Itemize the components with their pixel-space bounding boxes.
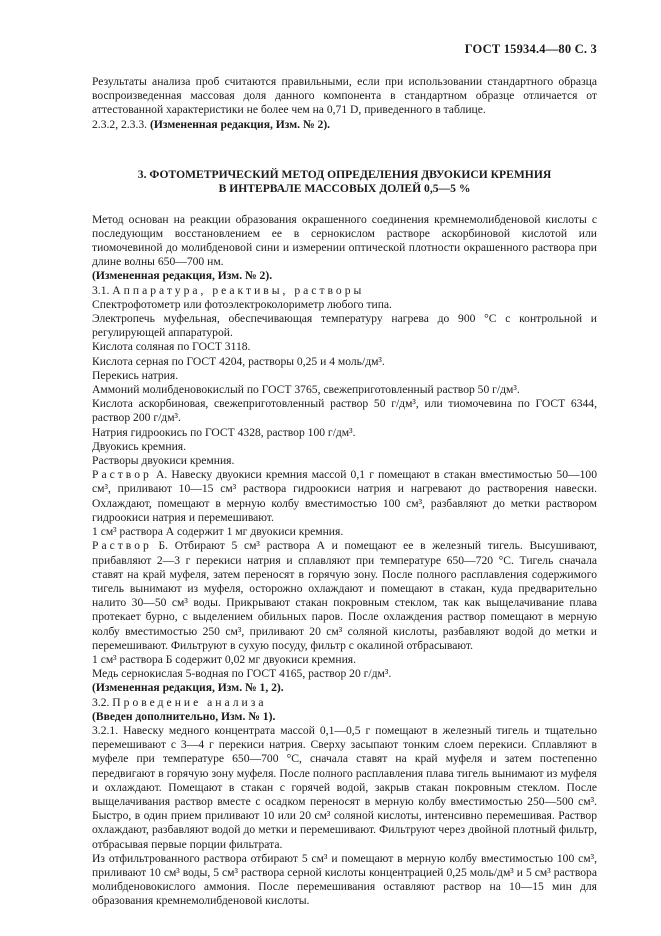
solution-a-concentration: 1 см³ раствора А содержит 1 мг двуокиси кремния. (92, 525, 344, 539)
list-item: Кислота соляная по ГОСТ 3118. (92, 340, 251, 354)
copper-sulfate-item: Медь сернокислая 5-водная по ГОСТ 4165, раствор 20 г/дм³. (92, 667, 392, 681)
solution-b-paragraph (92, 539, 597, 653)
list-item: Спектрофотометр или фотоэлектроколориметр любого типа. (92, 297, 392, 311)
section-title (92, 168, 597, 197)
clause-heading: Аппаратура, реактивы, растворы (112, 283, 365, 297)
section-title-line2: В ИНТЕРВАЛЕ МАССОВЫХ ДОЛЕЙ 0,5—5 % (218, 182, 471, 196)
final-paragraph: Из отфильтрованного раствора отбирают 5 см³ и помещают в мерную колбу вместимостью 100 см³, приливают 10 см³ воды, 5 см³ раствора серной кислоты концентрацией 0,25 моль/дм³ и 5 см³ раствора молибденовокислого аммония. После перемешивания оставляют раствор на 10—15 мин для образования кремнемолибденовой кислоты. (92, 851, 597, 908)
clause-number: 3.2. (92, 695, 110, 709)
list-item: Аммоний молибденовокислый по ГОСТ 3765, свежеприготовленный раствор 50 г/дм³. (92, 383, 520, 397)
solution-b-text: Б. Отбирают 5 см³ раствора А и помещают ее в железный тигель. Высушивают, прибавляют 2—3 г перекиси натрия и сплавляют при температуре 650—720 °С. Тигель сначала ставят на край муфеля, затем переносят в горячую зону. После полного расплавления содержимого тигель вынимают из муфеля, осторожно охлаждают и помещают в стакан, куда предварительно налито 30—50 см³ воды. Прикрывают стакан покровным стеклом, так как выщелачивание плава протекает бурно, с выделением обильных паров. После охлаждения раствор помещают в мерную колбу вместимостью 250 см³, приливают 20 см³ соляной кислоты, разбавляют водой до метки и перемешивают. Фильтруют в сухую посуду, фильтр с окалиной отбрасывают. (92, 539, 597, 652)
amendment-note: (Измененная редакция, Изм. № 2). (149, 117, 331, 131)
amendment-note: (Введен дополнительно, Изм. № 1). (92, 709, 276, 723)
clause-ref-line (92, 118, 597, 132)
list-item: Растворы двуокиси кремния. (92, 454, 235, 468)
list-item: Натрия гидроокись по ГОСТ 4328, раствор 100 г/дм³. (92, 425, 356, 439)
list-item: Двуокись кремния. (92, 439, 187, 453)
solution-b-concentration: 1 см³ раствора Б содержит 0,02 мг двуокиси кремния. (92, 652, 357, 666)
list-item: Кислота серная по ГОСТ 4204, растворы 0,25 и 4 моль/дм³. (92, 354, 385, 368)
solution-a-paragraph (92, 468, 597, 525)
page-header: ГОСТ 15934.4—80 С. 3 (464, 42, 597, 56)
solution-a-text: А. Навеску двуокиси кремния массой 0,1 г помещают в стакан вместимостью 50—100 см³, приливают 10—15 см³ раствора гидроокиси натрия и нагревают до растворения навески. Охлаждают, помещают в мерную колбу вместимостью 100 см³, разбавляют до метки раствором гидроокиси натрия и перемешивают. (92, 468, 597, 524)
clause-ref: 2.3.2, 2.3.3. (92, 117, 148, 131)
amendment-note: (Измененная редакция, Изм. № 1, 2). (92, 681, 284, 695)
list-item: Электропечь муфельная, обеспечивающая температуру нагрева до 900 °С с контрольной и регулирующей аппаратурой. (92, 312, 597, 340)
list-item: Перекись натрия. (92, 368, 179, 382)
amendment-note: (Измененная редакция, Изм. № 2). (92, 269, 273, 283)
section-title-line1: 3. ФОТОМЕТРИЧЕСКИЙ МЕТОД ОПРЕДЕЛЕНИЯ ДВУОКИСИ КРЕМНИЯ (137, 167, 552, 181)
clause-heading: Проведение анализа (112, 695, 267, 709)
clause-3-2-1-paragraph: 3.2.1. Навеску медного концентрата массой 0,1—0,5 г помещают в железный тигель и тщательно перемешивают с 3—4 г перекиси натрия. Сверху засыпают тонким слоем перекиси. Сплавляют в муфеле при температуре 650—700 °С, сначала ставят на край муфеля и затем постепенно передвигают в горячую зону муфеля. После полного расплавления плава тигель вынимают из муфеля и охлаждают. Помещают в стакан с горячей водой, закрыв стакан покровным стеклом. После выщелачивания раствор вместе с осадком переносят в мерную колбу вместимостью 250—500 см³. Быстро, в один прием приливают 10 или 20 см³ соляной кислоты, интенсивно перемешивая. Раствор охлаждают, разбавляют водой до метки и перемешивают. Фильтруют через двойной плотный фильтр, отбрасывая первые порции фильтрата. (92, 723, 597, 851)
document-body (92, 75, 597, 909)
solution-label: Раствор (92, 468, 152, 482)
clause-3-1-title (92, 284, 597, 298)
clause-3-2-title (92, 696, 597, 710)
solution-label: Раствор (92, 539, 152, 553)
clause-number: 3.1. (92, 283, 110, 297)
method-paragraph: Метод основан на реакции образования окрашенного соединения кремнемолибденовой кислоты с последующим восстановлением ее в сернокислом растворе аскорбиновой кислотой или тиомочевиной до молибденовой сини и измерении оптической плотности окрашенного раствора при длине волны 650—700 нм. (92, 212, 597, 269)
list-item: Кислота аскорбиновая, свежеприготовленный раствор 50 г/дм³, или тиомочевина по ГОСТ 6344, раствор 200 г/дм³. (92, 397, 597, 425)
intro-paragraph: Результаты анализа проб считаются правильными, если при использовании стандартного образца воспроизведенная массовая доля данного компонента в стандартном образце отличается от аттестованной характеристики не более чем на 0,71 D, приведенного в таблице. (92, 75, 597, 117)
